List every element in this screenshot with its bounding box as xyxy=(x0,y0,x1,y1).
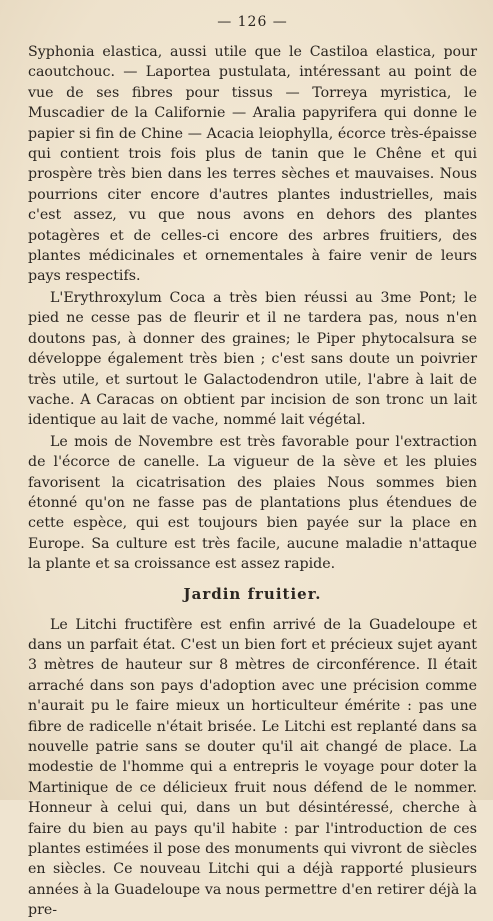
paragraph-industrial-plants: Syphonia elastica, aussi utile que le Castiloa elastica, pour caoutchouc. — Laportea pustulata, intéressant au point de vue de ses fibres pour tissus — Torreya myristica, le Muscadier de la Californie — Aralia papyrifera qui donne le papier si fin de Chine — Acacia leiophylla, écorce très-épaisse qui contient trois fois plus de tanin que le Chêne et qui prospère très bien dans les terres sèches et mauvaises. Nous pourrions citer encore d'autres plantes industrielles, mais c'est assez, vu que nous avons en dehors des plantes potagères et de celles-ci encore des arbres fruitiers, des plantes médicinales et ornementales à faire venir de leurs pays respectifs. xyxy=(28,44,477,285)
section-title: Jardin fruitier. xyxy=(183,584,322,603)
paragraph-cinnamon: Le mois de Novembre est très favorable pour l'extraction de l'écorce de canelle. La vigueur de la sève et les pluies favorisent la cicatrisation des plaies Nous sommes bien étonné qu'on ne fasse pas de plantations plus étendues de cette espèce, qui est toujours bien payée sur la place en Europe. Sa culture est très facile, aucune maladie n'attaque la plante et sa croissance est assez rapide. xyxy=(28,433,477,573)
paragraph-litchi: Le Litchi fructifère est enfin arrivé de la Guadeloupe et dans un parfait état. C'est un bien fort et précieux sujet ayant 3 mètres de hauteur sur 8 mètres de circonférence. Il était arraché dans son pays d'adoption avec une précision comme n'aurait pu le faire mieux un horticulteur émérite : pas une fibre de radicelle n'était brisée. Le Litchi est replanté dans sa nouvelle patrie sans se douter qu'il ait changé de place. La modestie de l'homme qui a entrepris le voyage pour doter la Martinique de ce délicieux fruit nous défend de le nommer. Honneur à celui qui, dans un but désintéressé, cherche à faire du bien au pays qu'il habite : par l'introduction de ces plantes estimées il pose des monuments qui vivront de siècles en siècles. Ce nouveau Litchi qui a déjà rapporté plusieurs années à la Guadeloupe va nous permettre d'en retirer déjà la pre- xyxy=(28,616,477,919)
paragraph-coca: L'Erythroxylum Coca a très bien réussi au 3me Pont; le pied ne cesse pas de fleurir et il ne tardera pas, nous n'en doutons pas, à donner des graines; le Piper phytocalsura se développe également très bien ; c'est sans doute un poivrier très utile, et surtout le Galactodendron utile, l'abre à lait de vache. A Caracas on obtient par incision de son tronc un lait identique au lait de vache, nommé lait végétal. xyxy=(28,289,477,429)
page-number: — 126 — xyxy=(217,14,288,30)
